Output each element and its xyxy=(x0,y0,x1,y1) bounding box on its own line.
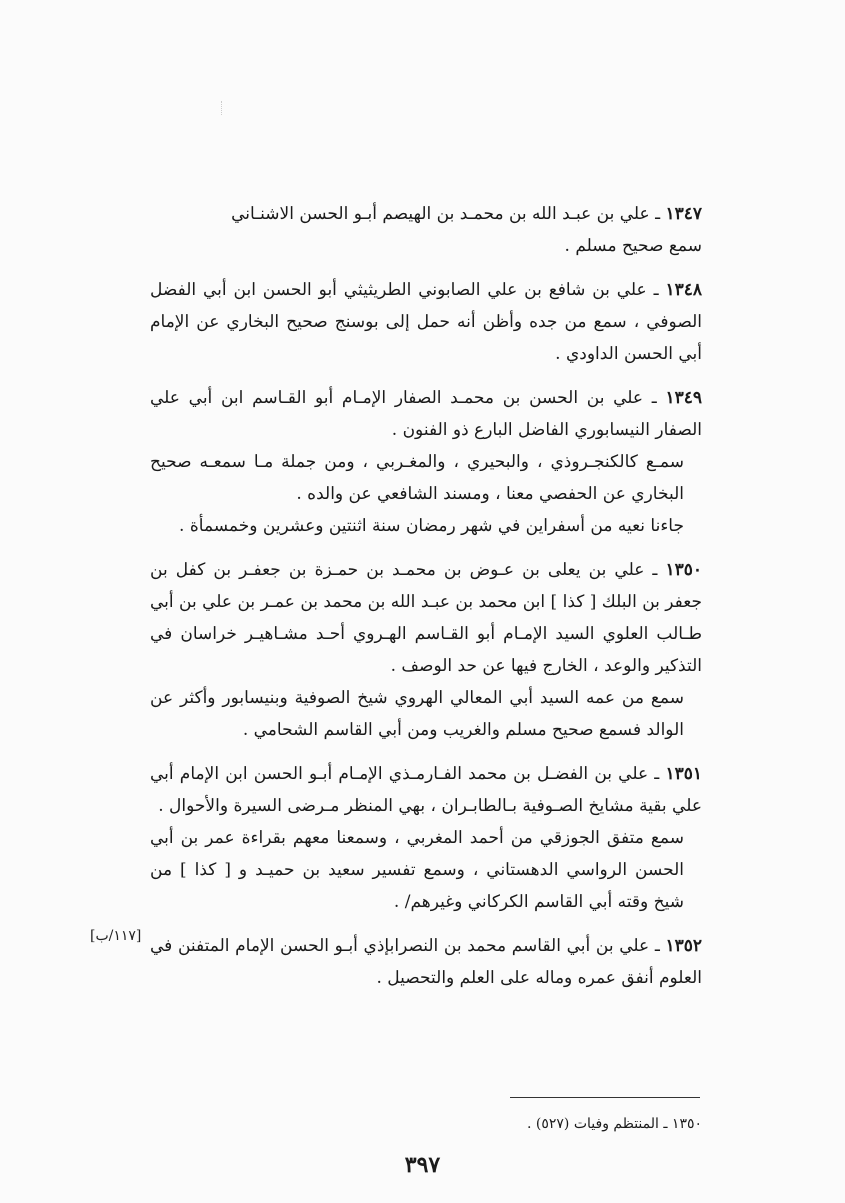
entry-heading xyxy=(150,274,702,370)
footnote: ١٣٥٠ ـ المنتظم وفيات (٥٢٧) . xyxy=(526,1116,702,1132)
entry-1352 xyxy=(150,930,702,994)
scan-artifact xyxy=(221,101,223,115)
entry-text: ـ علي بن أبي القاسم محمد بن النصرابإذي أبـو الحسن الإمام المتفنن في العلوم أنفق عمره وماله على العلم والتحصيل . xyxy=(150,936,702,988)
entry-1350 xyxy=(150,554,702,746)
entry-text: ـ علي بن شافع بن علي الصابوني الطريثيثي أبو الحسن ابن أبي الفضل الصوفي ، سمع من جده وأظن أنه حمل إلى بوسنج صحيح البخاري عن الإمام أبي الحسن الداودي . xyxy=(150,280,702,364)
entry-number: ١٣٥٢ xyxy=(665,936,703,956)
entry-paragraph: سمع من عمه السيد أبي المعالي الهروي شيخ الصوفية وبنيسابور وأكثر عن الوالد فسمع صحيح مسلم والغريب ومن أبي القاسم الشحامي . xyxy=(150,688,684,740)
entry-text: ـ علي بن يعلى بن عـوض بن محمـد بن حمـزة بن جعفـر بن كفل بن جعفر بن البلك [ كذا ] ابن محمد بن عبـد الله بن محمد بن عمـر بن علي بن أبي طـالب العلوي السيد الإمـام أبو القـاسم الهـروي أحـد مشـاهيـر خراسان في التذكير والوعد ، الخارج فيها عن حد الوصف . xyxy=(150,560,702,676)
entry-1349 xyxy=(150,382,702,542)
entry-line: سمع صحيح مسلم . xyxy=(564,236,702,256)
entry-heading xyxy=(150,382,702,446)
entry-1351 xyxy=(150,758,702,918)
entry-heading xyxy=(150,930,702,994)
entry-number: ١٣٤٩ xyxy=(665,388,702,408)
entry-heading xyxy=(150,554,702,682)
entry-number: ١٣٤٧ xyxy=(665,204,702,224)
manuscript-folio-note: [١١٧/ب] xyxy=(90,928,142,944)
entry-text: ـ علي بن الفضـل بن محمد الفـارمـذي الإمـام أبـو الحسن ابن الإمام أبي علي بقية مشايخ الصـوفية بـالطابـران ، بهي المنظر مـرضى السيرة والأحوال . xyxy=(150,764,702,816)
entry-number: ١٣٥١ xyxy=(665,764,702,784)
entry-1348 xyxy=(150,274,702,370)
entry-text: ـ علي بن عبـد الله بن محمـد بن الهيصم أبـو الحسن الاشنـاني xyxy=(231,204,661,224)
entry-paragraph: جاءنا نعيه من أسفراين في شهر رمضان سنة اثنتين وعشرين وخمسمأة . xyxy=(179,516,684,536)
entry-heading xyxy=(150,198,702,230)
entry-text: ـ علي بن الحسن بن محمـد الصفار الإمـام أبو القـاسم ابن أبي علي الصفار النيسابوري الفاضل البارع ذو الفنون . xyxy=(150,388,702,440)
page-number: ٣٩٧ xyxy=(404,1152,441,1178)
footnote-rule xyxy=(510,1097,700,1098)
entry-1347 xyxy=(150,198,702,262)
entry-number: ١٣٤٨ xyxy=(665,280,702,300)
entry-paragraph: سمـع كالكنجـروذي ، والبحيري ، والمغـربي ، ومن جملة مـا سمعـه صحيح البخاري عن الحفصي معنا ، ومسند الشافعي عن والده . xyxy=(150,452,684,504)
entry-heading xyxy=(150,758,702,822)
entry-paragraph: سمع متفق الجوزقي من أحمد المغربي ، وسمعنا معهم بقراءة عمر بن أبي الحسن الرواسي الدهستاني ، وسمع تفسير سعيد بن حميـد و [ كذا ] من شيخ وقته أبي القاسم الكركاني وغيرهم/ . xyxy=(150,828,684,912)
entry-number: ١٣٥٠ xyxy=(665,560,703,580)
biography-entries xyxy=(150,198,702,994)
